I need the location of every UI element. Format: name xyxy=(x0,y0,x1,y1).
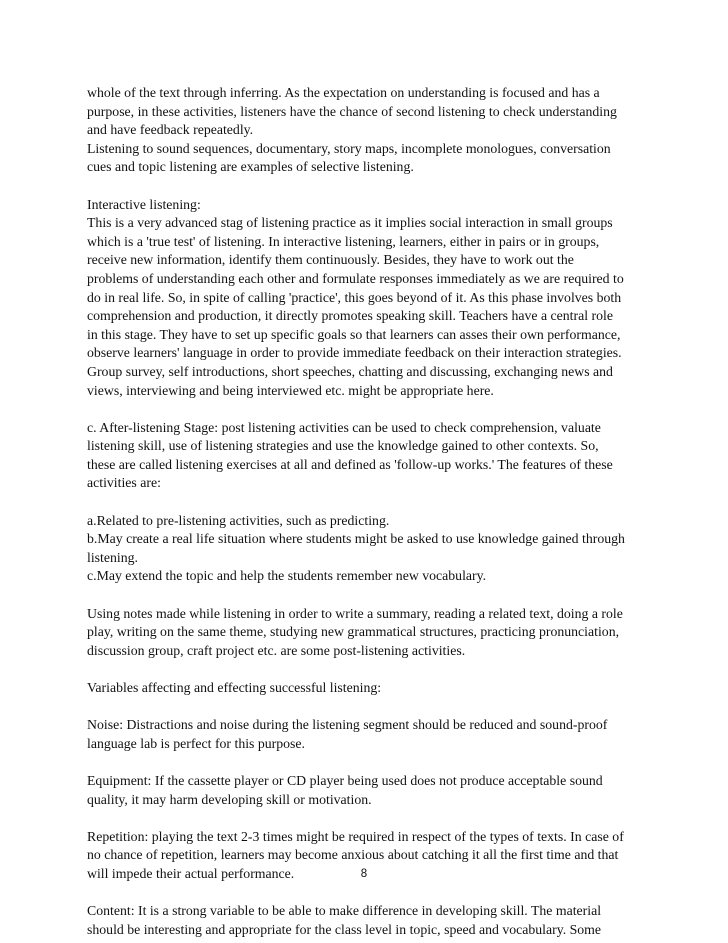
text-line: language lab is perfect for this purpose. xyxy=(87,735,305,751)
text-line: and have feedback repeatedly. xyxy=(87,122,254,138)
text-line: c.May extend the topic and help the students remember new vocabulary. xyxy=(87,568,487,584)
text-line: Variables affecting and effecting successful listening: xyxy=(87,680,382,695)
text-line: quality, it may harm developing skill or motivation. xyxy=(87,791,372,807)
paragraph xyxy=(87,196,649,215)
paragraph xyxy=(87,214,649,400)
text-line: comprehension and production, it directly promotes speaking skill. Teachers have a central role xyxy=(87,308,613,324)
text-line: b.May create a real life situation where students might be asked to use knowledge gained through xyxy=(87,531,625,547)
paragraph xyxy=(87,605,649,661)
text-line: which is a 'true test' of listening. In interactive listening, learners, either in pairs or in groups, xyxy=(87,233,600,249)
text-line: observe learners' language in order to provide immediate feedback on their interaction strategies. xyxy=(87,345,622,361)
text-line: in this stage. They have to set up specific goals so that learners can asses their own performance, xyxy=(87,326,621,342)
paragraph xyxy=(87,419,649,493)
paragraph xyxy=(87,772,649,809)
text-line: these are called listening exercises at all and defined as 'follow-up works.' The features of these xyxy=(87,456,613,472)
text-line: Content: It is a strong variable to be able to make difference in developing skill. The material xyxy=(87,903,602,919)
text-line: listening skill, use of listening strategies and use the knowledge gained to other contexts. So, xyxy=(87,438,599,454)
paragraph xyxy=(87,679,649,698)
paragraph xyxy=(87,716,649,753)
text-line: activities are: xyxy=(87,475,161,491)
text-line: c. After-listening Stage: post listening activities can be used to check comprehension, valuate xyxy=(87,419,601,435)
text-line: Using notes made while listening in order to write a summary, reading a related text, doing a role xyxy=(87,605,623,621)
paragraph xyxy=(87,140,649,177)
text-line: a.Related to pre-listening activities, such as predicting. xyxy=(87,512,390,528)
paragraph xyxy=(87,84,649,140)
paragraph-spacer xyxy=(87,809,649,828)
text-line: whole of the text through inferring. As the expectation on understanding is focused and has a xyxy=(87,85,600,100)
text-line: should be interesting and appropriate for the class level in topic, speed and vocabulary. Some xyxy=(87,921,602,937)
paragraph-spacer xyxy=(87,884,649,903)
text-line: will impede their actual performance. xyxy=(87,865,295,881)
page-number: 8 xyxy=(360,868,368,880)
text-line: discussion group, craft project etc. are some post-listening activities. xyxy=(87,642,466,658)
paragraph xyxy=(87,512,649,586)
paragraph-spacer xyxy=(87,660,649,679)
paragraph xyxy=(87,902,649,939)
paragraph-spacer xyxy=(87,493,649,512)
text-line: purpose, in these activities, listeners have the chance of second listening to check understanding xyxy=(87,103,617,119)
text-line: Repetition: playing the text 2-3 times might be required in respect of the types of texts. In case of xyxy=(87,828,624,844)
text-line: listening. xyxy=(87,549,138,565)
text-line: receive new information, identify them continuously. Besides, they have to work out the xyxy=(87,252,574,268)
paragraph-spacer xyxy=(87,177,649,196)
paragraph-spacer xyxy=(87,753,649,772)
text-line: Noise: Distractions and noise during the listening segment should be reduced and sound-proof xyxy=(87,717,608,733)
text-line: views, interviewing and being interviewed etc. might be appropriate here. xyxy=(87,382,494,398)
paragraph-spacer xyxy=(87,586,649,605)
paragraph-spacer xyxy=(87,400,649,419)
text-line: Listening to sound sequences, documentary, story maps, incomplete monologues, conversation xyxy=(87,140,611,156)
text-line: Equipment: If the cassette player or CD player being used does not produce acceptable sound xyxy=(87,772,603,788)
text-line: no chance of repetition, learners may become anxious about catching it all the first time and that xyxy=(87,847,619,863)
paragraph-spacer xyxy=(87,698,649,717)
body-text xyxy=(87,84,649,939)
text-line: Group survey, self introductions, short speeches, chatting and discussing, exchanging news and xyxy=(87,363,613,379)
text-line: cues and topic listening are examples of selective listening. xyxy=(87,159,414,175)
text-line: do in real life. So, in spite of calling 'practice', this goes beyond of it. As this phase involves both xyxy=(87,289,622,305)
text-line: problems of understanding each other and formulate responses immediately as we are required to xyxy=(87,270,624,286)
text-line: This is a very advanced stag of listening practice as it implies social interaction in small groups xyxy=(87,215,613,231)
text-line: play, writing on the same theme, studying new grammatical structures, practicing pronunciation, xyxy=(87,624,620,640)
text-line: Interactive listening: xyxy=(87,196,201,212)
